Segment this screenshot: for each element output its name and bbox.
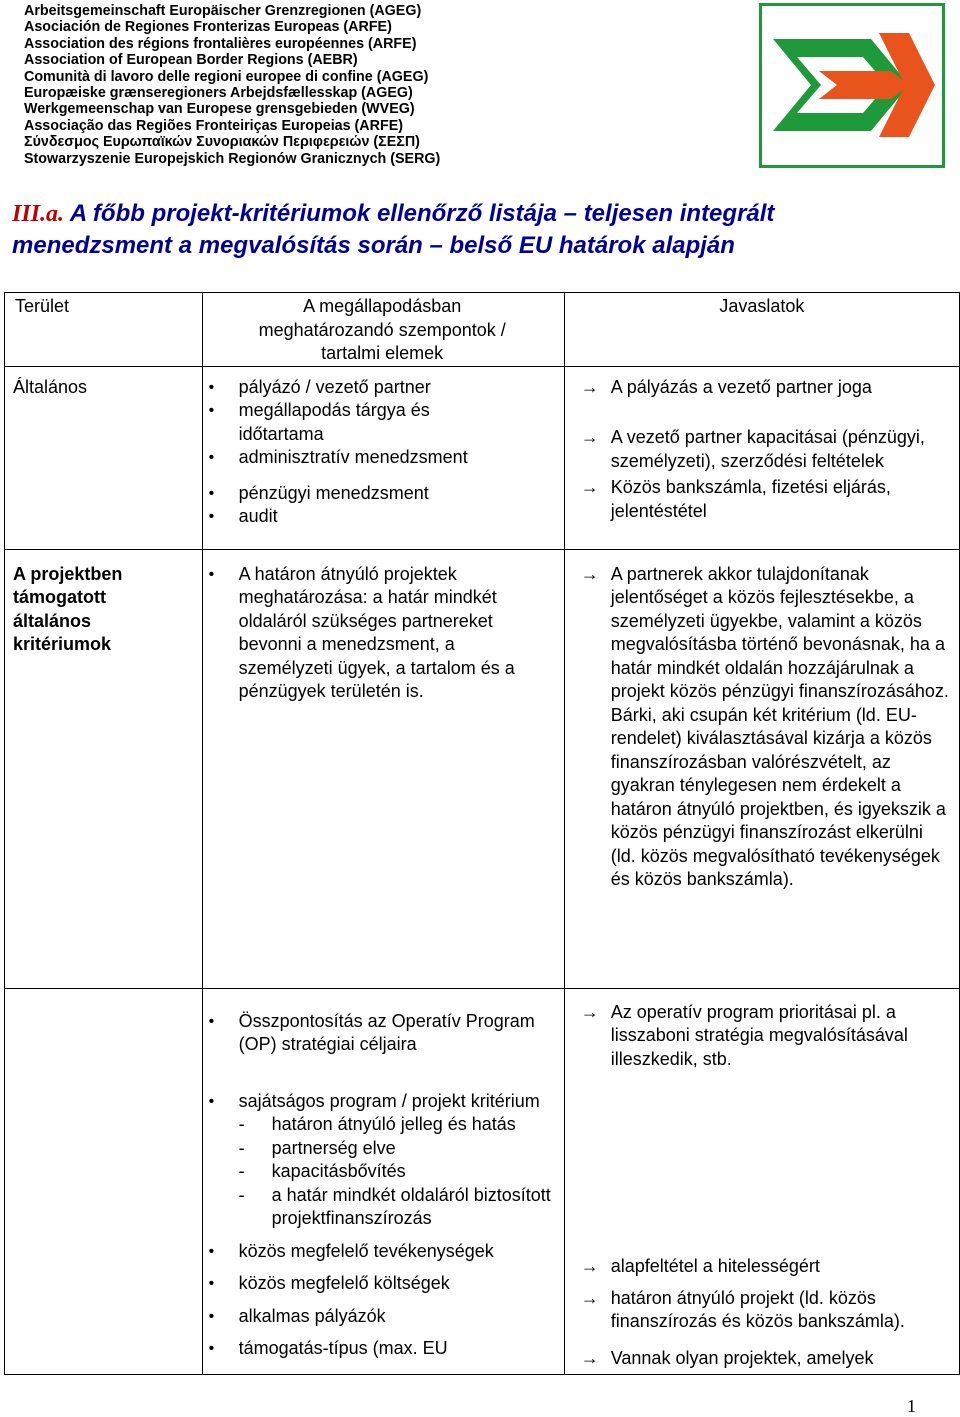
title-line-2: menedzsment a megvalósítás során – belső EU határok alapján [12,232,735,259]
header-aspects [203,293,564,366]
row-proposals-cell [564,549,959,988]
table-row-general [5,366,960,549]
row-aspects-cell [202,988,564,1374]
header-cell-proposals [564,293,959,367]
list-item: • közös megfelelő költségek [239,1272,554,1296]
proposal-item: → alapfeltétel a hitelességért [573,1255,951,1279]
proposal-item: → A partnerek akkor tulajdonítanak jelentőséget a közös fejlesztésekbe, a személyzeti ügyekbe, valamint a közös megvalósításba történő bevonásnak, ha a határ mindkét oldalán hozzájárulnak a projekt közös pénzügyi finanszírozásához. Bárki, aki csupán két kritérium (ld. EU-rendelet) kiválasztásával kizárja a közös finanszírozásban valórészvételt, az gyakran ténylegesen nem érdekelt a határon átnyúló projektben, és igyekszik a közös pénzügyi finanszírozást elkerülni (ld. közös megvalósítható tevékenységek és közös bankszámla). [580,563,949,889]
proposal-item: → határon átnyúló projekt (ld. közös finanszírozás és közös bankszámla). [580,1287,905,1331]
org-name: Asociación de Regiones Fronterizas Europeas (ARFE) [24,19,392,36]
list-item: • audit [239,505,554,529]
list-item: • sajátságos program / projekt kritérium - határon átnyúló jelleg és hatás - partnerség elve - kapacitásbővítés - a határ mindkét oldaláról biztosított projektfinanszírozás [239,1090,554,1231]
aebr-logo [759,3,945,168]
proposal-item: → A pályázás a vezető partner joga [573,376,951,400]
arrow-right-icon: → [580,1287,599,1308]
arrow-right-icon: → [580,376,599,397]
row-proposals-cell [564,366,959,549]
section-number: III.a. [12,201,65,227]
org-name: Arbeitsgemeinschaft Europäischer Grenzregionen (AGEG) [24,3,422,19]
title-line-1: A főbb projekt-kritériumok ellenőrző listája – teljesen integrált [69,200,775,227]
list-item: • A határon átnyúló projektek meghatározása: a határ mindkét oldaláról szükséges partnereket bevonni a menedzsment, a személyzeti ügyek, a tartalom és a pénzügyek területén is. [239,563,554,704]
row-label-cell [5,549,203,988]
list-item: • adminisztratív menedzsment [239,446,484,470]
criteria-bullets [203,550,564,704]
header-cell-area [5,293,203,367]
row-label-criteria: A projektben támogatott általános kritériumok [13,563,123,654]
arrow-right-icon: → [580,427,599,447]
org-name: Stowarzyszenie Europejskich Regionów Granicznych (SERG) [24,150,441,167]
arrow-right-icon: → [580,1001,599,1022]
list-item: • támogatás-típus (max. EU [239,1337,554,1361]
dash-item: - a határ mindkét oldaláról biztosított projektfinanszírozás [238,1184,551,1228]
row-label-cell [5,366,203,549]
org-name: Associação das Regiões Fronteiriças Europeias (ARFE) [24,117,403,134]
row-proposals-cell [564,988,959,1374]
proposal-item: → A vezető partner kapacitásai (pénzügyi, személyzeti), szerződési feltételek [580,427,925,471]
dash-item: - partnerség elve [238,1137,396,1158]
row-aspects-cell [202,366,564,549]
org-name: Association des régions frontalières européennes (ARFE) [24,35,417,52]
arrow-right-icon: → [580,1256,599,1276]
row-label-cell [5,988,203,1374]
page-number: 1 [907,1396,916,1416]
list-item: • alkalmas pályázók [239,1305,554,1329]
dash-item: - kapacitásbővítés [238,1161,406,1181]
header-aspects-line: meghatározandó szempontok / [258,319,506,340]
org-name: Σύνδεσμος Ευρωπαϊκών Συνοριακών Περιφερειών (ΣΕΣΠ) [24,134,420,151]
table-row-criteria [5,549,960,988]
header-aspects-line: tartalmi elemek [321,343,444,363]
list-item: • pénzügyi menedzsment [239,482,554,506]
proposal-item: → Közös bankszámla, fizetési eljárás, jelentéstétel [580,477,891,521]
org-name: Association of European Border Regions (AEBR) [24,52,358,69]
list-item: • közös megfelelő tevékenységek [239,1240,554,1264]
criteria-table [4,292,960,1375]
header-proposals: Javaslatok [719,296,805,316]
header-cell-aspects [202,293,564,367]
dash-item: - határon átnyúló jelleg és hatás [238,1114,516,1134]
list-item: • Összpontosítás az Operatív Program (OP) stratégiai céljaira [239,1010,554,1057]
org-name: Werkgemeenschap van Europese grensgebieden (WVEG) [24,101,415,118]
proposal-item: → Az operatív program prioritásai pl. a lisszaboni stratégia megvalósításával illeszkedik, stb. [580,1001,908,1069]
header-aspects-line: A megállapodásban [303,296,462,316]
table-row-program [5,988,960,1374]
arrow-right-icon: → [580,477,599,497]
list-item: • pályázó / vezető partner [239,376,484,400]
arrow-right-icon: → [580,1347,599,1368]
header-area: Terület [15,296,70,316]
table-header-row [5,293,960,367]
general-bullets-a [203,367,564,470]
org-name: Europæiske grænseregioners Arbejdsfællesskap (AGEG) [24,85,413,102]
row-label-general: Általános [13,376,88,397]
arrow-right-icon: → [580,563,599,584]
row-aspects-cell [202,549,564,988]
proposal-item: → Vannak olyan projektek, amelyek [573,1347,951,1371]
general-bullets-b [203,470,564,529]
org-name: Comunità di lavoro delle regioni europee di confine (AGEG) [24,68,429,85]
list-item: • megállapodás tárgya és időtartama [239,399,484,446]
program-bullets [203,989,564,1361]
organization-list [24,3,724,167]
document-title [12,198,952,262]
